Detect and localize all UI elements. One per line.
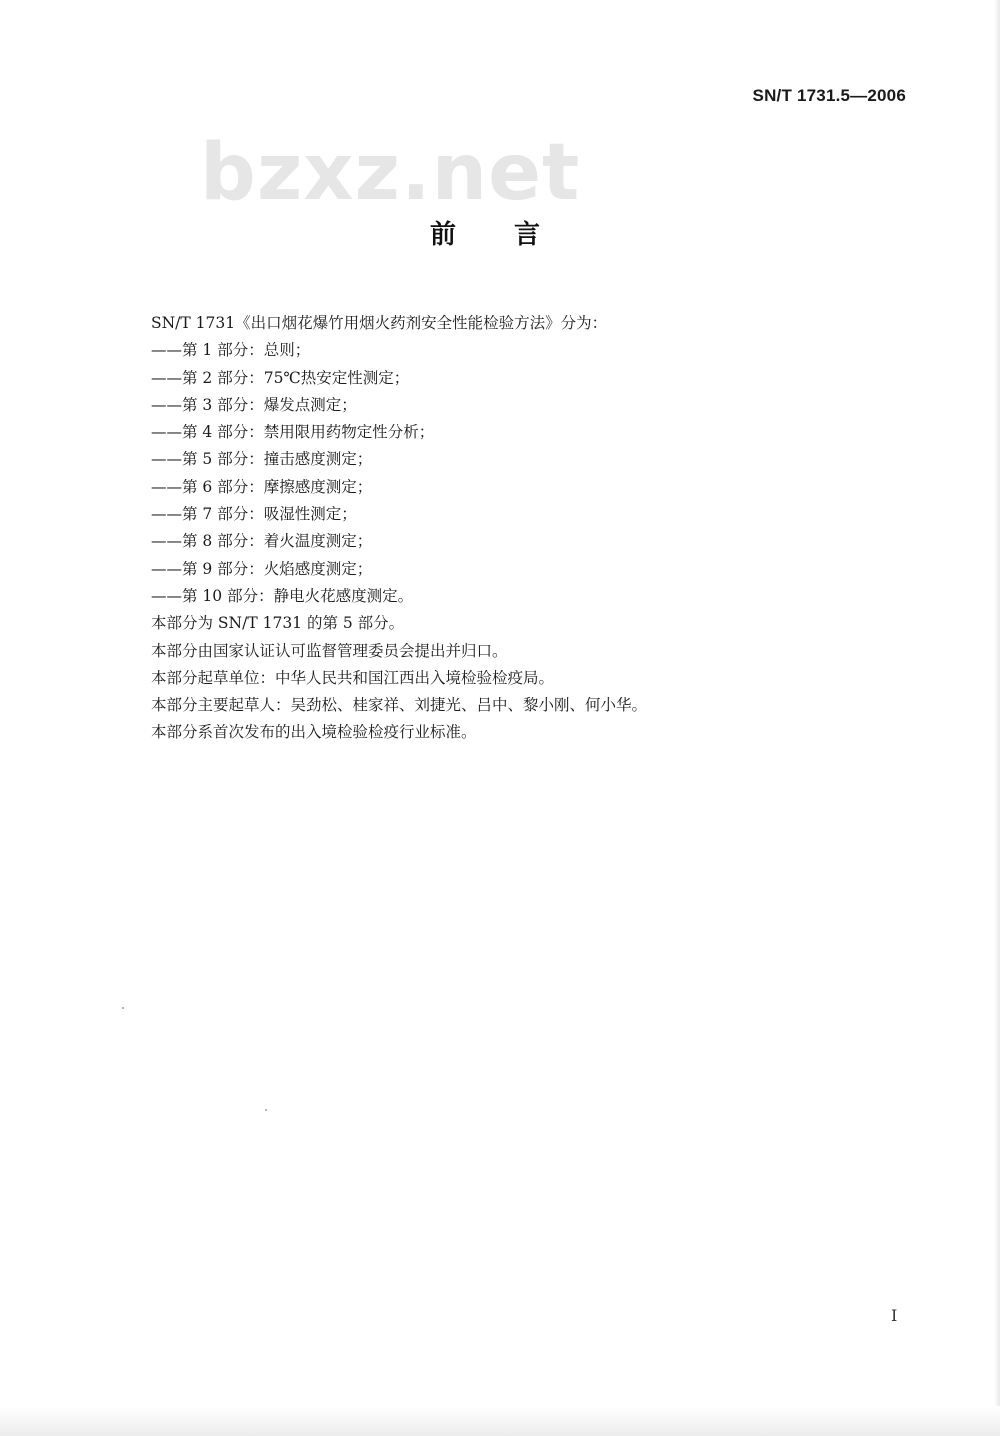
- statement-part-number: 本部分为 SN/T 1731 的第 5 部分。: [151, 614, 405, 633]
- page-edge-shadow-bottom: [0, 1406, 1000, 1436]
- list-item: ——第 1 部分：总则；: [151, 341, 311, 360]
- list-item: ——第 10 部分：静电火花感度测定。: [151, 586, 414, 605]
- parts-list: [151, 337, 871, 610]
- statement-proposer: 本部分由国家认证认可监督管理委员会提出并归口。: [151, 641, 508, 660]
- document-body: [151, 310, 871, 747]
- page-number: I: [891, 1306, 898, 1325]
- intro-paragraph: SN/T 1731《出口烟花爆竹用烟火药剂安全性能检验方法》分为：: [151, 314, 608, 332]
- statement-drafting-unit: 本部分起草单位：中华人民共和国江西出入境检验检疫局。: [151, 668, 555, 687]
- list-item: ——第 9 部分：火焰感度测定；: [151, 559, 373, 578]
- standard-number: SN/T 1731.5—2006: [752, 86, 906, 105]
- scan-speck: [122, 1007, 124, 1009]
- list-item: ——第 5 部分：撞击感度测定；: [151, 450, 373, 469]
- list-item: ——第 7 部分：吸湿性测定；: [151, 505, 357, 524]
- scan-speck: [265, 1109, 267, 1111]
- list-item: ——第 6 部分：摩擦感度测定；: [151, 477, 373, 496]
- watermark-logo: bzxz.net: [200, 128, 581, 218]
- statement-first-release: 本部分系首次发布的出入境检验检疫行业标准。: [151, 723, 477, 742]
- statement-drafters: 本部分主要起草人：吴劲松、桂家祥、刘捷光、吕中、黎小刚、何小华。: [151, 696, 648, 715]
- page-title: 前言: [429, 220, 598, 250]
- list-item: ——第 2 部分：75℃热安定性测定；: [151, 368, 410, 387]
- list-item: ——第 3 部分：爆发点测定；: [151, 395, 357, 414]
- list-item: ——第 8 部分：着火温度测定；: [151, 532, 373, 551]
- list-item: ——第 4 部分：禁用限用药物定性分析；: [151, 423, 435, 442]
